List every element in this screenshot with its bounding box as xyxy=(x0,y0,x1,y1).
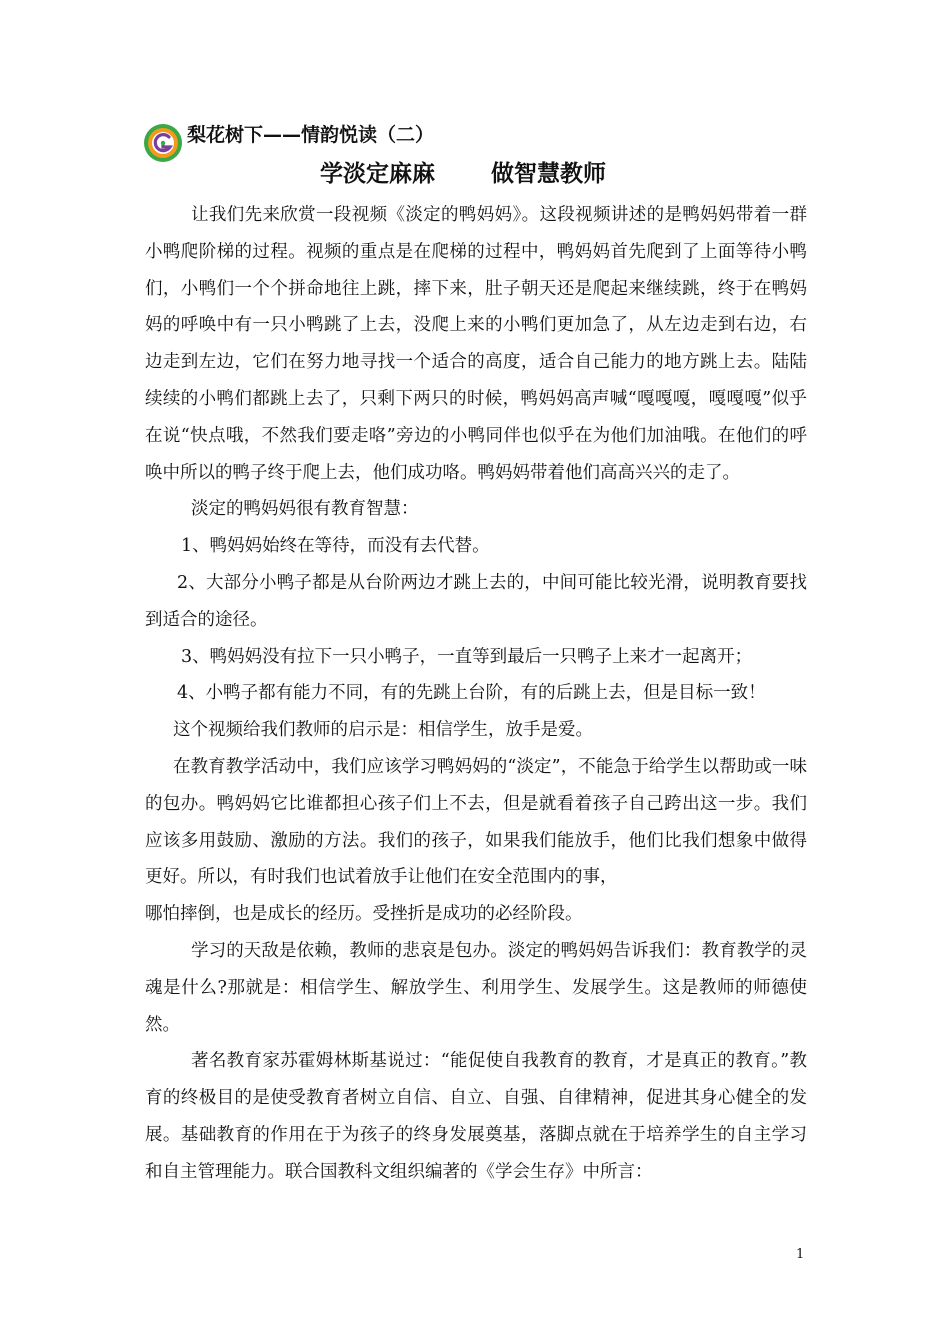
title-part-2: 做智慧教师 xyxy=(491,161,606,187)
series-title: 梨花树下——情韵悦读（二） xyxy=(187,124,435,146)
list-item-1: 1、鸭妈妈始终在等待，而没有去代替。 xyxy=(181,536,490,557)
article-body xyxy=(145,197,807,1191)
school-logo-icon xyxy=(143,123,183,163)
title-part-1: 学淡定麻麻 xyxy=(320,161,435,187)
list-item-4: 4、小鸭子都有能力不同，有的先跳上台阶，有的后跳上去，但是目标一致！ xyxy=(177,683,766,704)
paragraph-teaching-cont: 哪怕摔倒，也是成长的经历。受挫折是成功的必经阶段。 xyxy=(145,904,583,925)
paragraph-intro: 让我们先来欣赏一段视频《淡定的鸭妈妈》。这段视频讲述的是鸭妈妈带着一群小鸭爬阶梯的过程。视频的重点是在爬梯的过程中，鸭妈妈首先爬到了上面等待小鸭们，小鸭们一个个拼命地往上跳，摔下来，肚子朝天还是爬起来继续跳，终于在鸭妈妈的呼唤中有一只小鸭跳了上去，没爬上来的小鸭们更加急了，从左边走到右边，右边走到左边，它们在努力地寻找一个适合的高度，适合自己能力的地方跳上去。陆陆续续的小鸭们都跳上去了，只剩下两只的时候，鸭妈妈高声喊“嘎嘎嘎，嘎嘎嘎”似乎在说“快点哦，不然我们要走咯”旁边的小鸭同伴也似乎在为他们加油哦。在他们的呼唤中所以的鸭子终于爬上去，他们成功咯。鸭妈妈带着他们高高兴兴的走了。 xyxy=(145,205,807,483)
paragraph-dependence: 学习的天敌是依赖，教师的悲哀是包办。淡定的鸭妈妈告诉我们：教育教学的灵魂是什么?那就是：相信学生、解放学生、利用学生、发展学生。这是教师的师德使然。 xyxy=(145,940,807,1035)
list-item-3: 3、鸭妈妈没有拉下一只小鸭子，一直等到最后一只鸭子上来才一起离开； xyxy=(181,646,753,667)
page-title xyxy=(320,156,606,192)
page-number: 1 xyxy=(796,1247,805,1262)
paragraph-teaching: 在教育教学活动中，我们应该学习鸭妈妈的“淡定”，不能急于给学生以帮助或一味的包办。鸭妈妈它比谁都担心孩子们上不去，但是就看着孩子自己跨出这一步。我们应该多用鼓励、激励的方法。我们的孩子，如果我们能放手，他们比我们想象中做得更好。所以，有时我们也试着放手让他们在安全范围内的事， xyxy=(145,756,807,888)
paragraph-wisdom-heading: 淡定的鸭妈妈很有教育智慧： xyxy=(191,499,419,520)
list-item-2: 2、大部分小鸭子都是从台阶两边才跳上去的，中间可能比较光滑，说明教育要找到适合的途径。 xyxy=(145,572,807,630)
paragraph-insight: 这个视频给我们教师的启示是：相信学生，放手是爱。 xyxy=(173,720,593,741)
paragraph-quote: 著名教育家苏霍姆林斯基说过：“能促使自我教育的教育，才是真正的教育。”教育的终极目的是使受教育者树立自信、自立、自强、自律精神，促进其身心健全的发展。基础教育的作用在于为孩子的终身发展奠基，落脚点就在于培养学生的自主学习和自主管理能力。联合国教科文组织编著的《学会生存》中所言： xyxy=(145,1051,807,1182)
